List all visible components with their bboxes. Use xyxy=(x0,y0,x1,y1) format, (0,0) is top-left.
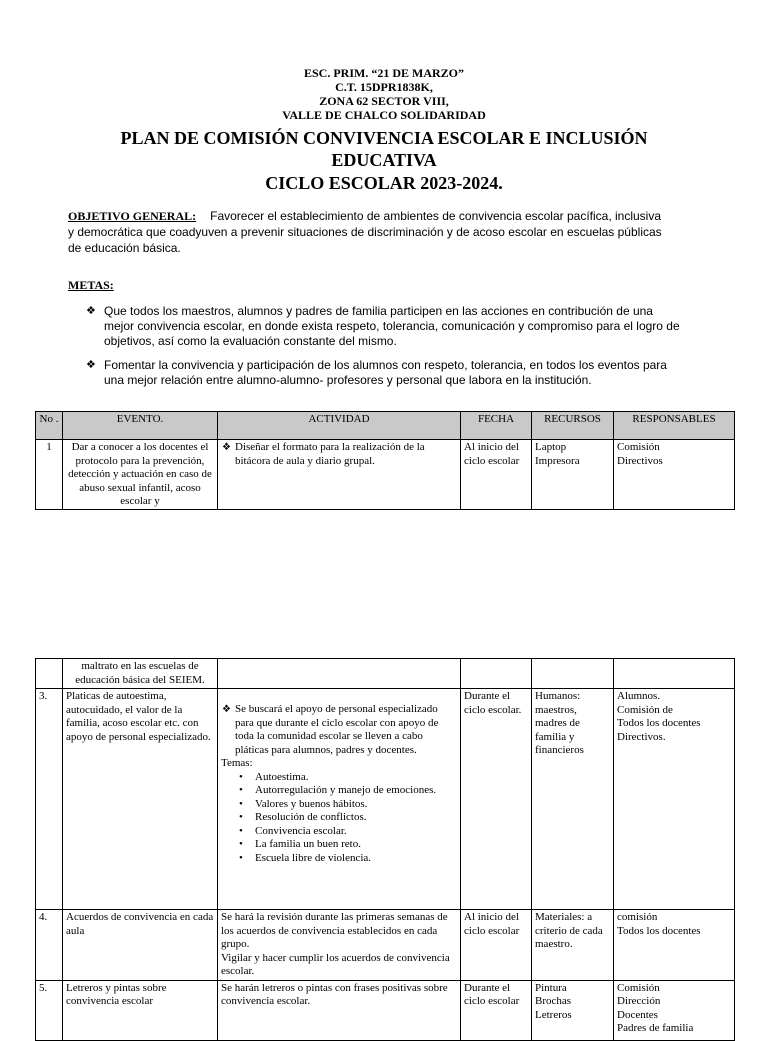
cell-fecha: Durante el ciclo escolar xyxy=(461,980,532,1040)
temas-list xyxy=(221,771,457,866)
cell-evento: Platicas de autoestima, autocuidado, el valor de la familia, acoso escolar etc. con apoyo de personal especializado. xyxy=(63,689,218,910)
cell-fecha: Durante el ciclo escolar. xyxy=(461,689,532,910)
cell-fecha xyxy=(461,659,532,689)
table-header-row xyxy=(36,412,735,440)
meta-item xyxy=(86,358,686,388)
col-header-no: No . xyxy=(36,412,63,440)
col-header-evento: EVENTO. xyxy=(63,412,218,440)
list-item: • Autorregulación y manejo de emociones. xyxy=(255,784,457,798)
col-header-fecha: FECHA xyxy=(461,412,532,440)
col-header-recursos: RECURSOS xyxy=(532,412,614,440)
cell-recursos: Humanos: maestros, madres de familia y financieros xyxy=(532,689,614,910)
meta-item xyxy=(86,304,686,349)
objective-paragraph xyxy=(68,208,668,256)
cell-no: 1 xyxy=(36,440,63,510)
cell-evento xyxy=(63,440,218,510)
activities-table-part2 xyxy=(35,658,735,1041)
cell-responsables: comisión Todos los docentes xyxy=(614,910,735,981)
objective-text: Favorecer el establecimiento de ambientes de convivencia escolar pacífica, inclusiva y democrática que coadyuven a prevenir situaciones de discriminación y de acoso escolar en escuelas públicas de educación básica. xyxy=(68,209,662,255)
cell-actividad: Se hará la revisión durante las primeras semanas de los acuerdos de convivencia establecidos en cada grupo. Vigilar y hacer cumplir los acuerdos de convivencia escolar. xyxy=(218,910,461,981)
school-ct: C.T. 15DPR1838K, xyxy=(335,80,433,94)
objective-label: OBJETIVO GENERAL: xyxy=(68,209,197,223)
table-row xyxy=(36,440,735,510)
cell-no: 3. xyxy=(36,689,63,910)
table-row xyxy=(36,659,735,689)
diamond-bullet-icon: ❖ xyxy=(86,359,96,371)
cell-responsables: Comisión Dirección Docentes Padres de familia xyxy=(614,980,735,1040)
metas-label: METAS: xyxy=(68,278,114,292)
cell-recursos: Materiales: a criterio de cada maestro. xyxy=(532,910,614,981)
cell-no: 5. xyxy=(36,980,63,1040)
cell-no xyxy=(36,659,63,689)
cell-responsables: Comisión Directivos xyxy=(614,440,735,510)
activities-table-part1 xyxy=(35,411,735,510)
school-city: VALLE DE CHALCO SOLIDARIDAD xyxy=(282,108,486,122)
table-row xyxy=(36,980,735,1040)
list-item: • La familia un buen reto. xyxy=(255,838,457,852)
list-item: • Convivencia escolar. xyxy=(255,825,457,839)
plan-title-line2: EDUCATIVA xyxy=(331,150,437,170)
col-header-actividad: ACTIVIDAD xyxy=(218,412,461,440)
table-row xyxy=(36,689,735,910)
plan-title-line3: CICLO ESCOLAR 2023-2024. xyxy=(265,173,503,193)
cell-actividad xyxy=(218,659,461,689)
list-item: • Valores y buenos hábitos. xyxy=(255,798,457,812)
diamond-bullet-icon: ❖ xyxy=(86,305,96,317)
plan-title-line1: PLAN DE COMISIÓN CONVIVENCIA ESCOLAR E INCLUSIÓN xyxy=(120,128,648,148)
temas-label: Temas: xyxy=(221,757,253,769)
cell-recursos xyxy=(532,659,614,689)
cell-responsables: Alumnos. Comisión de Todos los docentes Directivos. xyxy=(614,689,735,910)
cell-evento: Letreros y pintas sobre convivencia escolar xyxy=(63,980,218,1040)
cell-recursos: Pintura Brochas Letreros xyxy=(532,980,614,1040)
activity-item: ❖ Se buscará el apoyo de personal especializado para que durante el ciclo escolar con apoyo de toda la comunidad escolar se lleven a cabo pláticas para alumnos, padres y docentes. xyxy=(235,703,457,757)
cell-fecha: Al inicio del ciclo escolar xyxy=(461,440,532,510)
cell-no: 4. xyxy=(36,910,63,981)
col-header-responsables: RESPONSABLES xyxy=(614,412,735,440)
cell-evento-text: Dar a conocer a los docentes el protocolo para la prevención, detección y actuación en caso de abuso sexual infantil, acoso escolar y xyxy=(68,441,212,507)
cell-responsables xyxy=(614,659,735,689)
cell-recursos: Laptop Impresora xyxy=(532,440,614,510)
meta-text: Fomentar la convivencia y participación de los alumnos con respeto, tolerancia, en todos los eventos para una mejor relación entre alumno-alumno- profesores y personal que labora en la institución. xyxy=(104,358,667,387)
cell-actividad: Se harán letreros o pintas con frases positivas sobre convivencia escolar. xyxy=(218,980,461,1040)
list-item: • Autoestima. xyxy=(255,771,457,785)
cell-actividad xyxy=(218,440,461,510)
school-zona: ZONA 62 SECTOR VIII, xyxy=(319,94,449,108)
list-item: • Escuela libre de violencia. xyxy=(255,852,457,866)
cell-actividad xyxy=(218,689,461,910)
cell-evento: maltrato en las escuelas de educación básica del SEIEM. xyxy=(63,659,218,689)
table-row xyxy=(36,910,735,981)
list-item: • Resolución de conflictos. xyxy=(255,811,457,825)
school-name: ESC. PRIM. “21 DE MARZO” xyxy=(303,66,464,80)
meta-text: Que todos los maestros, alumnos y padres de familia participen en las acciones en contribución de una mejor convivencia escolar, en donde exista respeto, tolerancia, comunicación y compromiso para el logro de objetivos, así como la evaluación constante del mismo. xyxy=(104,304,680,348)
cell-fecha: Al inicio del ciclo escolar xyxy=(461,910,532,981)
activity-item: ❖ Diseñar el formato para la realización de la bitácora de aula y diario grupal. xyxy=(235,441,457,468)
cell-evento: Acuerdos de convivencia en cada aula xyxy=(63,910,218,981)
